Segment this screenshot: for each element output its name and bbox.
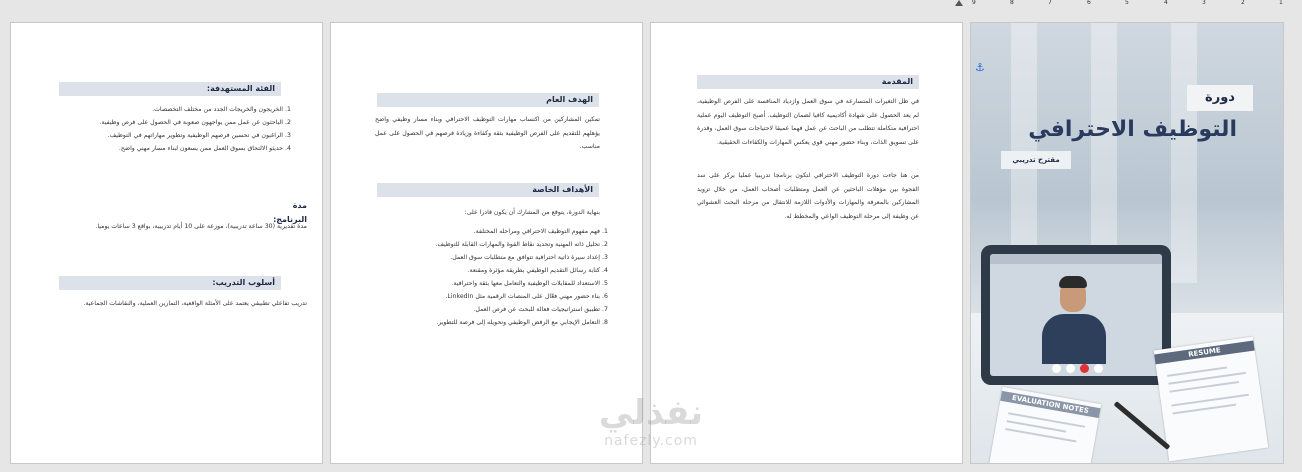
- specific-goals-heading: الأهداف الخاصة: [377, 183, 599, 197]
- duration-heading: مدة البرنامج:: [257, 199, 307, 213]
- list-item: 1. فهم مفهوم التوظيف الاحترافي ومراحله المختلفة.: [375, 225, 600, 238]
- general-goal-text: تمكين المشاركين من اكتساب مهارات التوظيف الاحترافي وبناء مسار وظيفي واضح يؤهلهم للتقديم على الفرص الوظيفية بثقة وكفاءة وزيادة فرصهم في الحصول على عمل مناسب.: [375, 116, 600, 150]
- indent-marker-icon[interactable]: [955, 0, 963, 6]
- ruler-tick: 3: [1202, 0, 1206, 6]
- list-item: 6. بناء حضور مهني فعّال على المنصات الرقمية مثل LinkedIn.: [375, 290, 600, 303]
- ruler-tick: 9: [972, 0, 976, 6]
- hangup-icon: [1080, 364, 1089, 373]
- tablet-illustration: [981, 245, 1171, 385]
- screen-bar: [990, 254, 1162, 264]
- document-page-3[interactable]: [330, 22, 643, 464]
- document-page-cover[interactable]: [970, 22, 1284, 464]
- evaluation-label: EVALUATION NOTES: [1000, 391, 1100, 418]
- watermark-arabic: نفذلي: [598, 393, 704, 433]
- list-item: 8. التعامل الإيجابي مع الرفض الوظيفي وتحويله إلى فرصة للتطوير.: [375, 316, 600, 329]
- horizontal-ruler[interactable]: [0, 0, 1302, 8]
- document-page-2[interactable]: [650, 22, 963, 464]
- audience-heading: الفئة المستهدفة:: [59, 82, 281, 96]
- anchor-icon[interactable]: ⚓: [975, 61, 985, 74]
- list-item: 3. الراغبون في تحسين فرصهم الوظيفية وتطوير مهاراتهم في التوظيف.: [57, 129, 283, 142]
- list-item: 2. الباحثون عن عمل ممن يواجهون صعوبة في الحصول على فرص وظيفية.: [57, 116, 283, 129]
- specific-goals-intro: بنهاية الدورة، يتوقع من المشارك أن يكون قادرا على:: [464, 209, 600, 216]
- person-hair: [1059, 276, 1087, 288]
- person-suit: [1042, 314, 1106, 364]
- cover-title: التوظيف الاحترافي: [1028, 117, 1237, 142]
- audience-list: [57, 103, 295, 155]
- document-page-4[interactable]: [10, 22, 323, 464]
- ruler-tick: 5: [1125, 0, 1129, 6]
- specific-goals-list: [375, 225, 612, 329]
- method-heading: أسلوب التدريب:: [59, 276, 281, 290]
- list-item: 2. تحليل ذاته المهنية وتحديد نقاط القوة والمهارات القابلة للتوظيف.: [375, 238, 600, 251]
- watermark-latin: nafezly.com: [604, 433, 698, 449]
- ruler-tick: 2: [1241, 0, 1245, 6]
- intro-paragraph-1: في ظل التغيرات المتسارعة في سوق العمل وازدياد المنافسة على الفرص الوظيفية، لم يعد الحصول على شهادة أكاديمية كافيا لضمان التوظيف. أصبح التوظيف اليوم عملية احترافية متكاملة تتطلب من الباحث عن عمل فهما عميقا لاحتياجات سوق العمل، وقدرة على تسويق الذات، وبناء حضور مهني قوي يعكس المهارات والكفاءات الحقيقية.: [697, 98, 919, 146]
- window-pane: [1171, 23, 1197, 283]
- list-item: 3. إعداد سيرة ذاتية احترافية تتوافق مع متطلبات سوق العمل.: [375, 251, 600, 264]
- list-item: 1. الخريجون والخريجات الجدد من مختلف التخصصات.: [57, 103, 283, 116]
- camera-icon: [1066, 364, 1075, 373]
- method-text: تدريب تفاعلي تطبيقي يعتمد على الأمثلة الواقعية، التمارين العملية، والنقاشات الجماعية.: [83, 300, 307, 307]
- general-goal-heading: الهدف العام: [377, 93, 599, 107]
- window-pane: [1091, 23, 1117, 283]
- ruler-tick: 4: [1164, 0, 1168, 6]
- resume-paper: [1154, 337, 1269, 462]
- intro-paragraph-2: من هنا جاءت دورة التوظيف الاحترافي لتكون برنامجا تدريبيا عمليا يركز على سد الفجوة بين مؤهلات الباحثين عن العمل ومتطلبات أصحاب العمل، من خلال تزويد المشاركين بالمعرفة والمهارات والأدوات اللازمة للانتقال من مرحلة البحث العشوائي عن وظيفة إلى مرحلة التوظيف الواعي والمخطط له.: [697, 172, 919, 220]
- ruler-tick: 8: [1010, 0, 1014, 6]
- ruler-tick: 6: [1087, 0, 1091, 6]
- ruler-tick: 1: [1279, 0, 1283, 6]
- text-line: [1008, 412, 1085, 428]
- more-icon: [1094, 364, 1103, 373]
- text-line: [1171, 394, 1249, 407]
- ruler-tick: 7: [1048, 0, 1052, 6]
- list-item: 4. حديثو الالتحاق بسوق العمل ممن يسعون لبناء مسار مهني واضح.: [57, 142, 283, 155]
- tablet-screen: [990, 254, 1162, 376]
- text-line: [1173, 404, 1237, 415]
- resume-label: RESUME: [1154, 341, 1254, 365]
- list-item: 7. تطبيق استراتيجيات فعالة للبحث عن فرص العمل.: [375, 303, 600, 316]
- call-controls: [990, 362, 1162, 376]
- list-item: 5. الاستعداد للمقابلات الوظيفية والتعامل معها بثقة واحترافية.: [375, 277, 600, 290]
- duration-text: مدة تقديرية (30 ساعة تدريبية)، موزعة على 10 أيام تدريبية، بواقع 3 ساعات يوميا.: [95, 223, 307, 230]
- cover-badge: دورة: [1187, 85, 1253, 111]
- cover-subtitle: مقترح تدريبي: [1001, 151, 1071, 169]
- intro-heading: المقدمة: [697, 75, 919, 89]
- list-item: 4. كتابة رسائل التقديم الوظيفي بطريقة مؤثرة ومقنعة.: [375, 264, 600, 277]
- mic-icon: [1052, 364, 1061, 373]
